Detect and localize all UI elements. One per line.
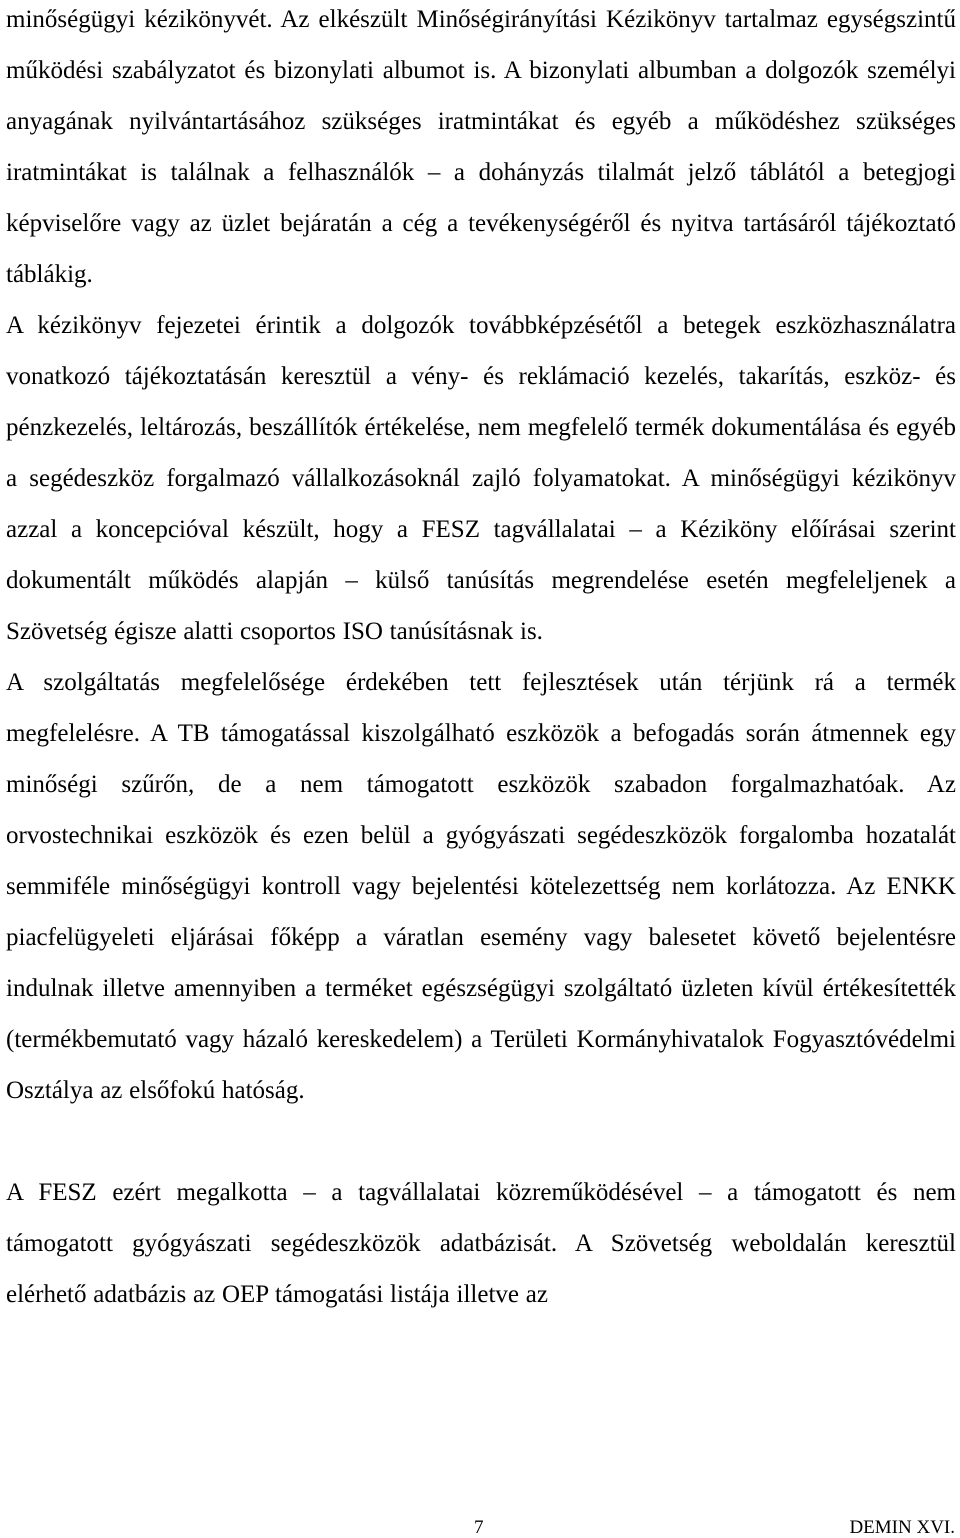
page-number: 7 — [474, 1517, 484, 1538]
paragraph-manual-chapters: A kézikönyv fejezetei érintik a dolgozók továbbképzésétől a betegek eszközhasználatra vonatkozó tájékoztatásán keresztül a vény- és reklámació kezelés, takarítás, eszköz- és pénzkezelés, leltározás, beszállítók értékelése, nem megfelelő termék dokumentálása és egyéb a segédeszköz forgalmazó vállalkozásoknál zajló folyamatokat. A minőségügyi kézikönyv azzal a koncepcióval készült, hogy a FESZ tagvállalatai – a Kéziköny előírásai szerint dokumentált működés alapján – külső tanúsítás megrendelése esetén megfeleljenek a Szövetség égisze alatti csoportos ISO tanúsításnak is. — [6, 312, 956, 645]
paragraph-quality-manual-intro: minőségügyi kézikönyvét. Az elkészült Minőségirányítási Kézikönyv tartalmaz egységszintű működési szabályzatot és bizonylati albumot is. A bizonylati albumban a dolgozók személyi anyagának nyilvántartásához szükséges iratmintákat és egyéb a működéshez szükséges iratmintákat is találnak a felhasználók – a dohányzás tilalmát jelző táblától a betegjogi képviselőre vagy az üzlet bejáratán a cég a tevékenységéről és nyitva tartásáról tájékoztató táblákig. — [6, 6, 956, 288]
paragraph-product-conformity: A szolgáltatás megfelelősége érdekében tett fejlesztések után térjünk rá a termék megfelelésre. A TB támogatással kiszolgálható eszközök a befogadás során átmennek egy minőségi szűrőn, de a nem támogatott eszközök szabadon forgalmazhatóak. Az orvostechnikai eszközök és ezen belül a gyógyászati segédeszközök forgalomba hozatalát semmiféle minőségügyi kontroll vagy bejelentési kötelezettség nem korlátozza. Az ENKK piacfelügyeleti eljárásai főképp a váratlan esemény vagy balesetet követő bejelentésre indulnak illetve amennyiben a terméket egészségügyi szolgáltató üzleten kívül értékesítették (termékbemutató vagy házaló kereskedelem) a Területi Kormányhivatalok Fogyasztóvédelmi Osztálya az elsőfokú hatóság. — [6, 669, 956, 1104]
footer-label: DEMIN XVI. — [849, 1517, 955, 1538]
page-footer — [0, 1518, 960, 1538]
paragraph-fesz-database: A FESZ ezért megalkotta – a tagvállalatai közreműködésével – a támogatott és nem támogatott gyógyászati segédeszközök adatbázisát. A Szövetség weboldalán keresztül elérhető adatbázis az OEP támogatási listája illetve az — [6, 1179, 956, 1308]
paragraph-spacer — [6, 1116, 956, 1167]
document-page — [6, 0, 956, 1320]
